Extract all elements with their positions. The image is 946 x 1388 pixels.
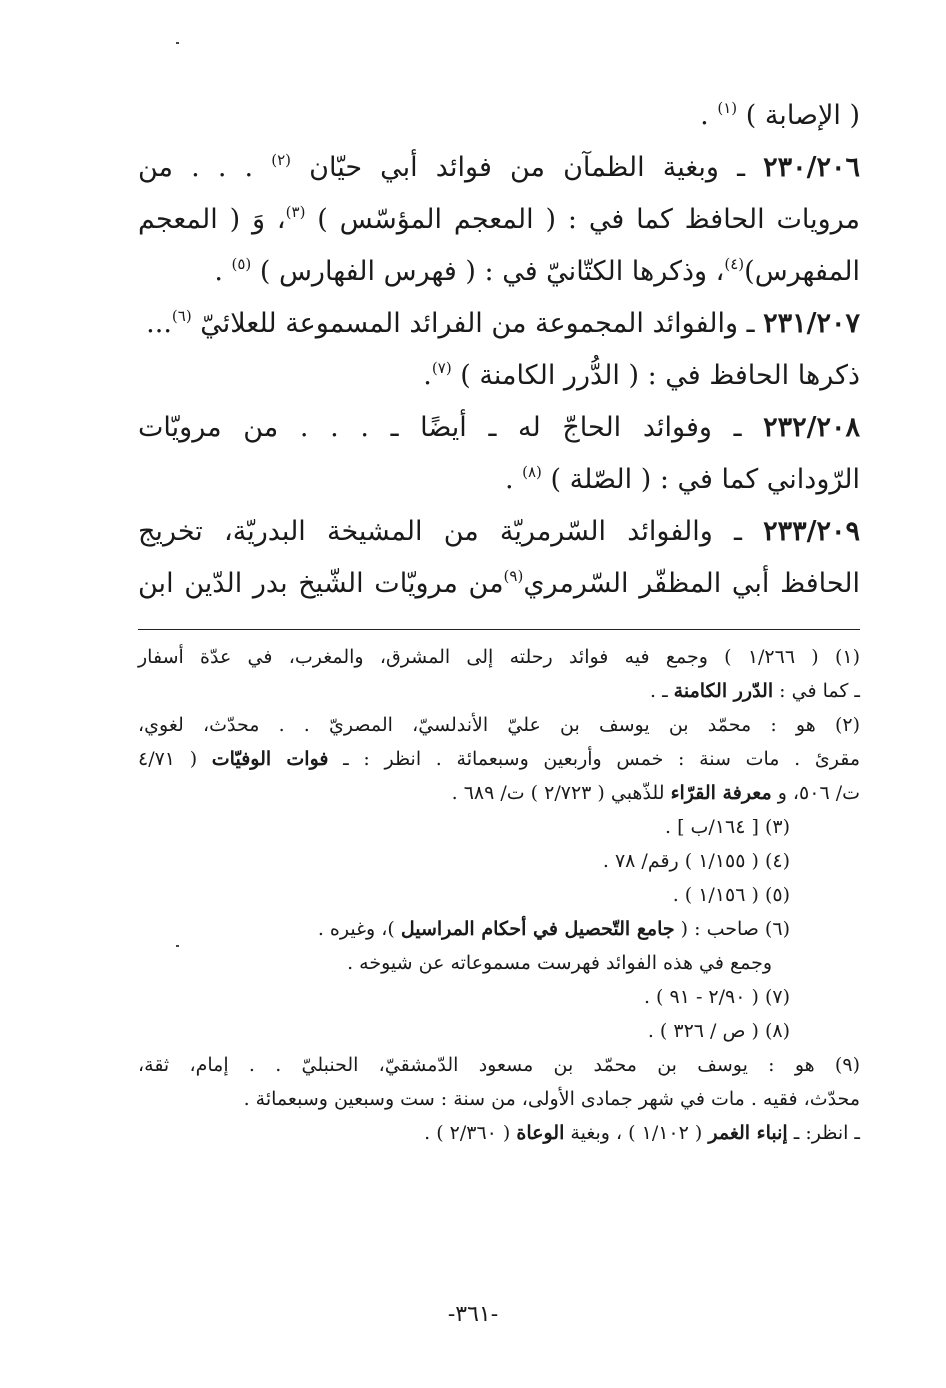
footnote-text: ( ١/١٠٢ ) ، وبغية — [564, 1122, 709, 1144]
footnote-2 — [138, 708, 860, 742]
footnote-ref: (٩) — [503, 567, 524, 585]
footnote-2-cont2 — [138, 776, 860, 810]
entry-232-line2 — [138, 454, 860, 506]
entry-text: ـ وفوائد الحاجّ له ـ أيضًا ـ . . . — [299, 412, 764, 443]
entry-text: المفهرس) — [744, 256, 860, 287]
footnote-ref: (٤) — [724, 255, 745, 273]
footnote-4 — [138, 844, 860, 878]
footnote-text: (٨) ( ص / ٣٢٦ ) . — [647, 1020, 790, 1042]
entry-text: ، وَ ( المعجم — [138, 204, 286, 235]
entry-233-line2 — [138, 558, 860, 610]
entry-text: . — [504, 464, 523, 495]
entry-text: ، وذكرها الكتّانيّ في : ( فهرس الفهارس ) — [251, 256, 725, 287]
entry-number: ٢٣٢/٢٠٨ — [763, 412, 860, 443]
book-title: الدّرر الكامنة — [673, 680, 774, 702]
entry-text: . — [423, 360, 432, 391]
footnote-text: ( ٢/٣٦٠ ) . — [424, 1122, 517, 1144]
footnote-text: مقرئ . مات سنة : خمس وأربعين وسبعمائة . انظر : ـ — [328, 748, 860, 770]
entry-230-line2 — [138, 194, 860, 246]
entry-text: ـ والفوائد المجموعة من الفرائد المسموعة للعلائيّ — [191, 308, 764, 339]
scan-speck — [176, 42, 179, 44]
footnote-text: ( ٤/٧١ — [138, 748, 212, 770]
entry-number: ٢٣٠/٢٠٦ — [763, 152, 860, 183]
footnote-text: ت/ ٥٠٦، و — [771, 782, 860, 804]
footnote-ref: (١) — [717, 99, 738, 117]
intro-end: . — [700, 100, 718, 131]
footnote-ref: (٥) — [231, 255, 252, 273]
entry-text: ـ وبغية الظمآن من فوائد أبي حيّان — [291, 152, 764, 183]
main-text — [138, 90, 860, 610]
footnote-ref: (٦) — [171, 307, 192, 325]
footnote-9-cont2 — [138, 1116, 860, 1150]
footnote-5 — [138, 878, 860, 912]
footnote-text: ـ . — [649, 680, 674, 702]
intro-text: ( الإصابة ) — [745, 100, 860, 131]
footnote-text: ـ انظر: ـ — [787, 1122, 860, 1144]
book-title: إنباء الغمر — [708, 1122, 788, 1144]
footnote-text: )، وغيره . — [317, 918, 401, 940]
entry-number: ٢٣١/٢٠٧ — [763, 308, 860, 339]
footnotes — [138, 640, 860, 1150]
footnote-text: (٦) صاحب : ( — [674, 918, 790, 940]
entry-text: الحافظ أبي المظفّر السّرمري — [523, 568, 861, 599]
entry-text: ... — [146, 308, 172, 339]
entry-text: ذكرها الحافظ في : ( الدُّرر الكامنة ) — [451, 360, 860, 391]
footnote-text: للذّهبي ( ٢/٧٢٣ ) ت/ ٦٨٩ . — [451, 782, 671, 804]
entry-233-line1 — [138, 506, 860, 558]
entry-231-line2 — [138, 350, 860, 402]
footnote-ref: (٨) — [522, 463, 542, 481]
entry-text: من مرويّات الشّيخ بدر الدّين ابن — [138, 568, 504, 599]
footnote-7 — [138, 980, 860, 1014]
footnote-2-cont — [138, 742, 860, 776]
footnote-text: (٥) ( ١/١٥٦ ) . — [672, 884, 790, 906]
footnote-1 — [138, 640, 860, 674]
footnote-text: (٢) هو : محمّد بن يوسف بن عليّ الأندلسيّ، المصريّ . . محدّث، لغوي، — [138, 714, 860, 736]
entry-230-line1 — [138, 142, 860, 194]
footnote-divider — [138, 629, 860, 630]
footnote-text: (٣) [ ١٦٤/ب ] . — [665, 816, 790, 838]
footnote-8 — [138, 1014, 860, 1048]
footnote-text: (٩) هو : يوسف بن محمّد بن مسعود الدّمشقيّ، الحنبليّ . . إمام، ثقة، — [138, 1054, 860, 1076]
page-number: -٣٦١- — [447, 1302, 499, 1327]
scan-speck — [176, 945, 179, 947]
entry-text: . . . من — [138, 152, 272, 183]
entry-232-line1 — [138, 402, 860, 454]
intro-line — [138, 90, 860, 142]
footnote-6 — [138, 912, 860, 946]
footnote-3 — [138, 810, 860, 844]
footnote-9-cont — [138, 1082, 860, 1116]
footnote-text: وجمع في هذه الفوائد فهرست مسموعاته عن شيوخه . — [347, 952, 772, 974]
entry-text: . — [214, 256, 232, 287]
footnote-text: (٤) ( ١/١٥٥ ) رقم/ ٧٨ . — [602, 850, 790, 872]
entry-text: ـ والفوائد السّرمريّة من المشيخة البدريّة، تخريج — [138, 516, 764, 547]
footnote-ref: (٣) — [285, 203, 306, 221]
entry-text: مرويات الحافظ كما في : ( المعجم المؤسّس ) — [305, 204, 861, 235]
book-title: الوعاة — [516, 1122, 565, 1144]
footnote-9 — [138, 1048, 860, 1082]
book-title: معرفة القرّاء — [670, 782, 772, 804]
footnote-text: (١) ( ١/٢٦٦ ) وجمع فيه فوائد رحلته إلى المشرق، والمغرب، في عدّة أسفار — [138, 646, 861, 668]
footnote-text: محدّث، فقيه . مات في شهر جمادى الأولى، من سنة : ست وسبعين وسبعمائة . — [243, 1088, 860, 1110]
entry-number: ٢٣٣/٢٠٩ — [763, 516, 860, 547]
entry-text: من مرويّات — [138, 412, 279, 443]
footnote-ref: (٧) — [431, 359, 452, 377]
entry-230-line3 — [138, 246, 860, 298]
footnote-1-cont — [138, 674, 860, 708]
footnote-6-cont — [138, 946, 860, 980]
entry-231-line1 — [138, 298, 860, 350]
footnote-text: ـ كما في : — [773, 680, 860, 702]
entry-text: الرّوداني كما في : ( الصّلة ) — [541, 464, 860, 495]
footnote-text: (٧) ( ٢/٩٠ - ٩١ ) . — [643, 986, 790, 1008]
book-title: جامع التّحصيل في أحكام المراسيل — [400, 918, 675, 940]
footnote-ref: (٢) — [271, 151, 292, 169]
book-title: فوات الوفيّات — [211, 748, 329, 770]
